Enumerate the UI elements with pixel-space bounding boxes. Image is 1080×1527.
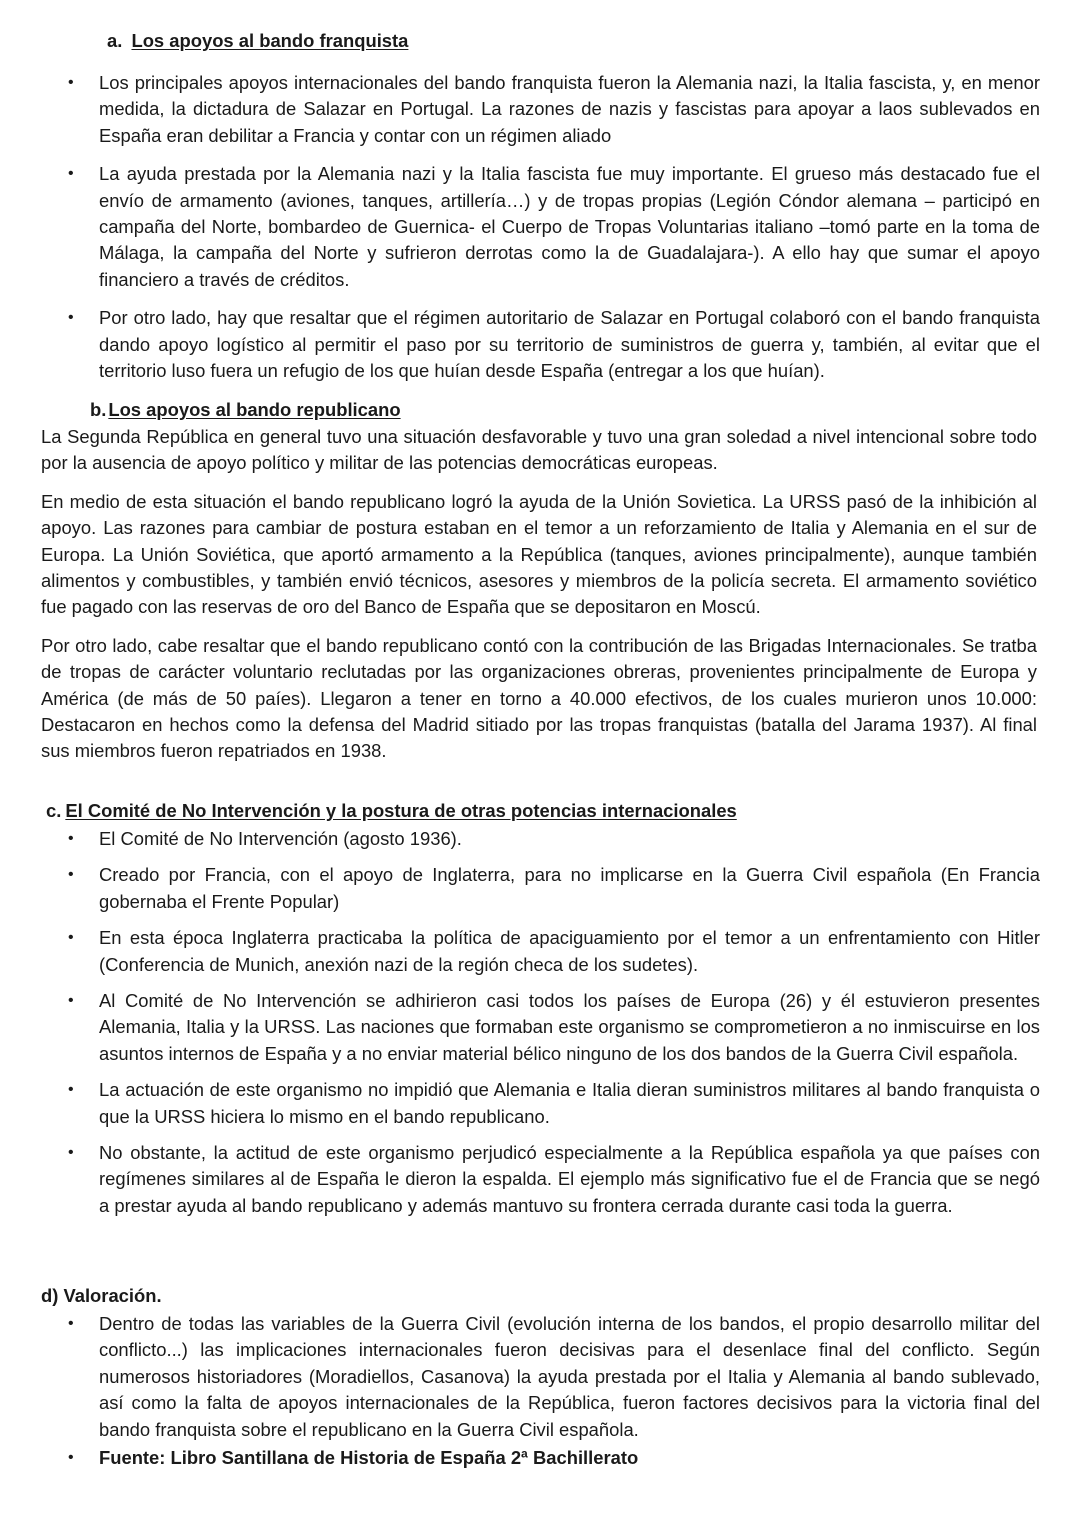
paragraph: En medio de esta situación el bando republicano logró la ayuda de la Unión Sovietica. La URSS pasó de la inhibición al apoyo. Las razones para cambiar de postura estaban en el temor a un reforzamiento de Italia y Alemania en el sur de Europa. La Unión Soviética, que aportó armamento a la República (tanques, aviones principalmente), aunque también alimentos y combustibles, y también envió técnicos, asesores y miembros de la policía secreta. El armamento soviético fue pagado con las reservas de oro del Banco de España que se depositaron en Moscú. <box>41 490 1037 618</box>
list-item <box>60 1077 1040 1130</box>
section-c-title: El Comité de No Intervención y la postura de otras potencias internacionales <box>65 800 737 821</box>
list-item-text: Por otro lado, hay que resaltar que el régimen autoritario de Salazar en Portugal colaboró con el bando franquista dando apoyo logístico al permitir el paso por su territorio de suministros de guerra y, también, al evitar que el territorio luso fuera un refugio de los que huían desde España (entregar a los que huían). <box>99 307 1040 382</box>
bullet-icon: • <box>68 1081 74 1099</box>
list-item <box>60 1311 1040 1443</box>
list-item-text: No obstante, la actitud de este organismo perjudicó especialmente a la República española ya que países con regímenes similares al de España le dieron la espalda. El ejemplo más significativo fue el de Francia que se negó a prestar ayuda al bando republicano y además mantuvo su frontera cerrada durante casi toda la guerra. <box>99 1142 1040 1216</box>
section-b-heading <box>90 397 401 423</box>
section-b-body <box>41 424 1037 765</box>
bullet-icon: • <box>68 1449 74 1467</box>
list-item-text: Los principales apoyos internacionales del bando franquista fueron la Alemania nazi, la Italia fascista, y, en menor medida, la dictadura de Salazar en Portugal. La razones de nazis y fascistas para apoyar a laos sublevados en España eran debilitar a Francia y contar con un régimen aliado <box>99 72 1040 146</box>
list-item-text: Dentro de todas las variables de la Guerra Civil (evolución interna de los bandos, el propio desarrollo militar del conflicto...) las implicaciones internacionales fueron decisivas para el desenlace final del conflicto. Según numerosos historiadores (Moradiellos, Casanova) la ayuda prestada por el Italia y Alemania al bando sublevado, así como la falta de apoyos internacionales de la República, fueron factores decisivos para la victoria final del bando franquista sobre el republicano en la Guerra Civil española. <box>99 1313 1040 1440</box>
bullet-icon: • <box>68 309 74 327</box>
section-d-heading <box>41 1283 162 1309</box>
section-b-label: b. <box>90 399 107 420</box>
bullet-icon: • <box>68 1315 74 1332</box>
bullet-icon: • <box>68 992 74 1010</box>
list-item <box>60 305 1040 384</box>
list-item-text: La ayuda prestada por la Alemania nazi y la Italia fascista fue muy importante. El grueso más destacado fue el envío de armamento (aviones, tanques, artillería…) y de tropas propias (Legión Cóndor alemana – participó en campaña del Norte, bombardeo de Guernica- el Cuerpo de Tropas Voluntarias italiano –tomó parte en la toma de Málaga, la campaña del Norte y sufrieron derrotas como la de Guadalajara-). A ello hay que sumar el apoyo financiero a través de créditos. <box>99 163 1040 290</box>
list-item-text: En esta época Inglaterra practicaba la política de apaciguamiento por el temor a un enfrentamiento con Hitler (Conferencia de Munich, anexión nazi de la región checa de los sudetes). <box>99 927 1040 975</box>
section-c-heading <box>46 798 737 824</box>
bullet-icon: • <box>68 165 74 183</box>
source-citation: Fuente: Libro Santillana de Historia de España 2ª Bachillerato <box>99 1447 639 1469</box>
bullet-icon: • <box>68 830 74 847</box>
list-item <box>60 862 1040 915</box>
bullet-icon: • <box>68 866 74 884</box>
paragraph: Por otro lado, cabe resaltar que el bando republicano contó con la contribución de las Brigadas Internacionales. Se tratba de tropas de carácter voluntario reclutadas por las organizaciones obreras, provenientes principalmente de Europa y América (de más de 50 paíes). Llegaron a tener en torno a 40.000 efectivos, de los cuales murieron unos 10.000: Destacaron en hechos como la defensa del Madrid sitiado por las tropas franquistas (batalla del Jarama 1937). Al final sus miembros fueron repatriados en 1938. <box>41 634 1037 762</box>
section-d-title: d) Valoración. <box>41 1285 162 1306</box>
paragraph: La Segunda República en general tuvo una situación desfavorable y tuvo una gran soledad a nivel intencional sobre todo por la ausencia de apoyo político y militar de las potencias democráticas europeas. <box>41 426 1037 474</box>
section-b-title: Los apoyos al bando republicano <box>108 399 401 420</box>
section-a-label: a. <box>107 30 123 51</box>
section-c-list <box>60 826 1040 1219</box>
section-a-list <box>60 70 1040 384</box>
section-c-label: c. <box>46 800 62 821</box>
list-item <box>60 988 1040 1067</box>
list-item <box>60 925 1040 978</box>
list-item-text: La actuación de este organismo no impidió que Alemania e Italia dieran suministros militares al bando franquista o que la URSS hiciera lo mismo en el bando republicano. <box>99 1079 1040 1127</box>
list-item-text: Creado por Francia, con el apoyo de Inglaterra, para no implicarse en la Guerra Civil española (En Francia gobernaba el Frente Popular) <box>99 864 1040 912</box>
section-a-title: Los apoyos al bando franquista <box>131 30 409 51</box>
list-item <box>60 161 1040 293</box>
section-a-heading <box>107 28 408 54</box>
bullet-icon: • <box>68 74 74 91</box>
bullet-icon: • <box>68 929 74 947</box>
list-item <box>60 826 1040 852</box>
list-item <box>60 1445 1040 1471</box>
bullet-icon: • <box>68 1144 74 1162</box>
list-item <box>60 70 1040 149</box>
section-d-list <box>60 1311 1040 1471</box>
list-item-text: El Comité de No Intervención (agosto 1936). <box>99 828 462 849</box>
list-item <box>60 1140 1040 1219</box>
list-item-text: Al Comité de No Intervención se adhirieron casi todos los países de Europa (26) y él estuvieron presentes Alemania, Italia y la URSS. Las naciones que formaban este organismo se comprometieron a no inmiscuirse en los asuntos internos de España y a no enviar material bélico ninguno de los dos bandos de la Guerra Civil española. <box>99 990 1040 1064</box>
